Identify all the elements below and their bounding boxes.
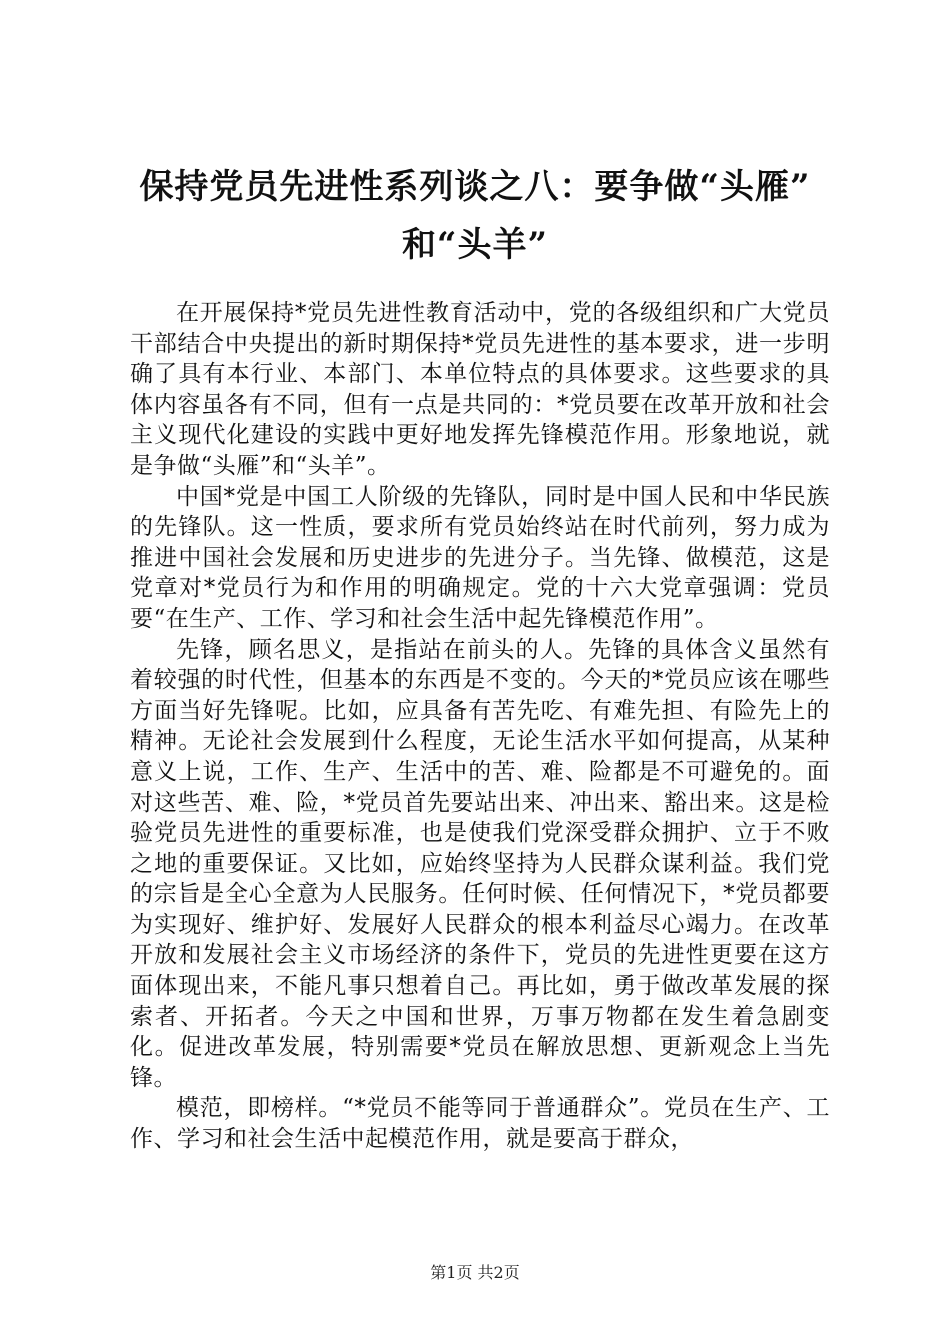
paragraph-4: 模范，即榜样。“*党员不能等同于普通群众”。党员在生产、工作、学习和社会生活中起模范作用，就是要高于群众， (130, 1095, 830, 1153)
page-number: 第1页 共2页 (430, 1263, 520, 1282)
page-footer (0, 1262, 950, 1284)
title-line-2: 和“头羊” (401, 225, 549, 265)
paragraph-3: 先锋，顾名思义，是指站在前头的人。先锋的具体含义虽然有着较强的时代性，但基本的东西是不变的。今天的*党员应该在哪些方面当好先锋呢。比如，应具备有苦先吃、有难先担、有险先上的精神。无论社会发展到什么程度，无论生活水平如何提高，从某种意义上说，工作、生产、生活中的苦、难、险都是不可避免的。面对这些苦、难、险，*党员首先要站出来、冲出来、豁出来。这是检验党员先进性的重要标准，也是使我们党深受群众拥护、立于不败之地的重要保证。又比如，应始终坚持为人民群众谋利益。我们党的宗旨是全心全意为人民服务。任何时候、任何情况下，*党员都要为实现好、维护好、发展好人民群众的根本利益尽心竭力。在改革开放和发展社会主义市场经济的条件下，党员的先进性更要在这方面体现出来，不能凡事只想着自己。再比如，勇于做改革发展的探索者、开拓者。今天之中国和世界，万事万物都在发生着急剧变化。促进改革发展，特别需要*党员在解放思想、更新观念上当先锋。 (130, 636, 830, 1091)
paragraph-1: 在开展保持*党员先进性教育活动中，党的各级组织和广大党员干部结合中央提出的新时期保持*党员先进性的基本要求，进一步明确了具有本行业、本部门、本单位特点的具体要求。这些要求的具体内容虽各有不同，但有一点是共同的：*党员要在改革开放和社会主义现代化建设的实践中更好地发挥先锋模范作用。形象地说，就是争做“头雁”和“头羊”。 (130, 300, 830, 479)
paragraph-2: 中国*党是中国工人阶级的先锋队，同时是中国人民和中华民族的先锋队。这一性质，要求所有党员始终站在时代前列，努力成为推进中国社会发展和历史进步的先进分子。当先锋、做模范，这是党章对*党员行为和作用的明确规定。党的十六大党章强调：党员要“在生产、工作、学习和社会生活中起先锋模范作用”。 (130, 483, 830, 632)
title-line-1: 保持党员先进性系列谈之八：要争做“头雁” (139, 167, 811, 207)
document-body (130, 298, 830, 1155)
document-title (110, 158, 840, 274)
